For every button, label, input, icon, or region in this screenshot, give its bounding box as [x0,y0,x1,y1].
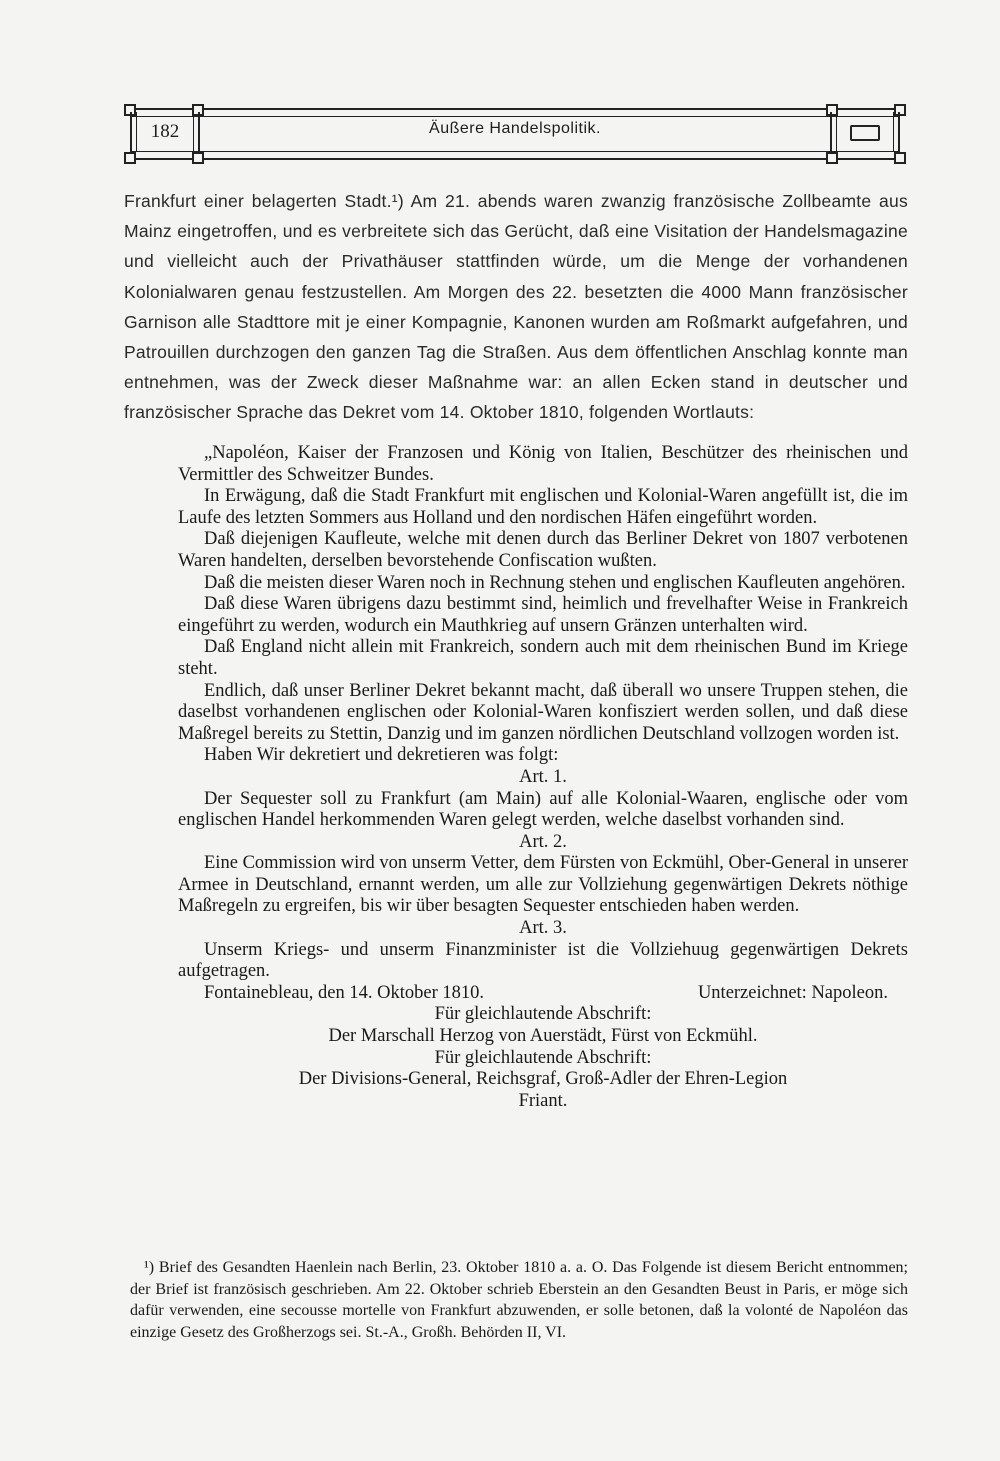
frame-corner-ornament [192,152,204,164]
main-text [124,186,908,428]
place-date: Fontainebleau, den 14. Oktober 1810. [204,982,485,1003]
article-text: Der Sequester soll zu Frankfurt (am Main) auf alle Kolonial-Waaren, englische oder vom englischen Handel herkommenden Waren gelegt werden, welche daselbst vorhanden sind. [178,788,908,831]
frame-corner-ornament [894,152,906,164]
copy-note: Für gleichlautende Abschrift: [434,1004,652,1025]
body-paragraph: Frankfurt einer belagerten Stadt.¹) Am 21. abends waren zwanzig französische Zollbeamte aus Mainz eingetroffen, und es verbreitete sich das Gerücht, daß eine Visitation der Handelsmagazine und vielleicht auch der Privathäuser stattfinden würde, um die Menge der vorhandenen Kolonialwaren genau festzustellen. Am Morgen des 22. besetzten die 4000 Mann französischer Garnison alle Stadttore mit je einer Kompagnie, Kanonen wurden am Roßmarkt aufgefahren, und Patrouillen durchzogen den ganzen Tag die Straßen. Aus dem öffentlichen Anschlag konnte man entnehmen, was der Zweck dieser Maßnahme war: an allen Ecken stand in deutscher und französischer Sprache das Dekret vom 14. Oktober 1810, folgenden Wortlauts: [124,191,908,423]
copy-note: Für gleichlautende Abschrift: [434,1047,652,1068]
general-name: Friant. [518,1090,568,1111]
decree-paragraph: Haben Wir dekretiert und dekretieren was folgt: [204,745,559,766]
signature-line [178,983,908,1005]
rectangle-ornament-icon [850,125,880,141]
page-number-box [130,112,200,152]
decree-paragraph: In Erwägung, daß die Stadt Frankfurt mit englischen und Kolonial-Waren angefüllt ist, die im Laufe des letzten Sommers aus Holland und den nordischen Häfen eingeführt worden. [178,486,908,528]
frame-corner-ornament [124,152,136,164]
decree-quotation [178,443,908,1112]
article-heading: Art. 2. [519,831,567,852]
decree-paragraph: Endlich, daß unser Berliner Dekret bekannt macht, daß überall wo unsere Truppen stehen, die daselbst vorhandenen englischen oder Kolonial-Waren konfisziert werden sollen, und daß diese Maßregel bereits zu Stettin, Danzig und im ganzen nördlichen Deutschland vollzogen worden ist. [178,680,908,744]
decree-paragraph: Daß die meisten dieser Waren noch in Rechnung stehen und englischen Kaufleuten angehören. [204,572,906,593]
header-ornament-box [830,112,900,152]
decree-paragraph: Daß diejenigen Kaufleute, welche mit denen durch das Berliner Dekret von 1807 verbotenen Waren handelten, derselben bevorstehende Confiscation wußten. [178,529,908,571]
marshal-signature: Der Marschall Herzog von Auerstädt, Fürst von Eckmühl. [328,1026,758,1047]
article-text: Eine Commission wird von unserm Vetter, dem Fürsten von Eckmühl, Ober-General in unserer Armee in Deutschland, ernannt werden, um alle zur Vollziehung gegenwärtigen Dekrets nöthige Maßregeln zu ergreifen, bis wir über besagten Sequester entschieden haben werden. [178,853,908,917]
article-heading: Art. 3. [519,918,567,939]
page-number: 182 [150,121,180,142]
frame-corner-ornament [826,152,838,164]
running-header [124,104,906,164]
decree-intro: „Napoléon, Kaiser der Franzosen und König von Italien, Beschützer des rheinischen und Vermittler des Schweitzer Bundes. [178,443,908,485]
footnote [130,1257,908,1343]
general-title: Der Divisions-General, Reichsgraf, Groß-Adler der Ehren-Legion [298,1069,788,1090]
footnote-text: ¹) Brief des Gesandten Haenlein nach Berlin, 23. Oktober 1810 a. a. O. Das Folgende ist diesem Bericht entnommen; der Brief ist französisch geschrieben. Am 22. Oktober schrieb Eberstein an den Gesandten Beust in Paris, er möge sich dafür verwenden, eine secousse mortelle von Frankfurt abzuwenden, er solle betonen, daß la volonté de Napoléon das einzige Gesetz des Großherzogs sei. St.-A., Großh. Behörden II, VI. [130,1259,908,1341]
running-title: Äußere Handelspolitik. [429,120,601,137]
decree-paragraph: Daß England nicht allein mit Frankreich, sondern auch mit dem rheinischen Bund im Kriege steht. [178,637,908,679]
article-text: Unserm Kriegs- und unserm Finanzminister ist die Vollziehuug gegenwärtigen Dekrets aufgetragen. [178,939,908,982]
decree-paragraph: Daß diese Waren übrigens dazu bestimmt sind, heimlich und frevelhafter Weise in Frankreich eingeführt zu werden, wodurch ein Mauthkrieg auf unsern Gränzen unterhalten wird. [178,594,908,636]
signed-by: Unterzeichnet: Napoleon. [697,982,888,1003]
article-heading: Art. 1. [519,766,567,787]
